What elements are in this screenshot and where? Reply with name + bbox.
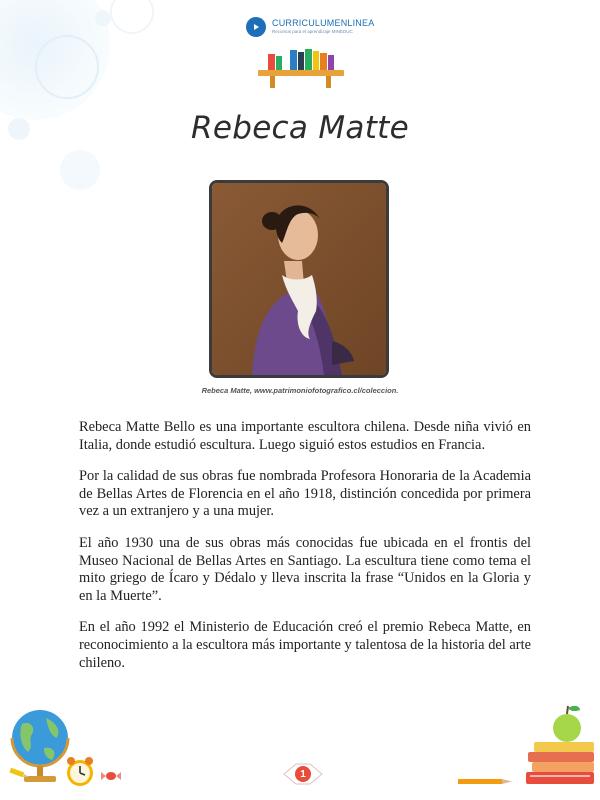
play-circle-icon [246, 17, 266, 37]
candy-icon [100, 770, 122, 782]
paragraph: Rebeca Matte Bello es una importante escultora chilena. Desde niña vivió en Italia, donde estudió escultura. Luego siguió estos estudios en Francia. [79, 419, 531, 453]
logo-tagline: Recursos para el aprendizaje MINEDUC [272, 29, 353, 35]
page-number-badge [282, 762, 324, 786]
page-title: Rebeca Matte [191, 110, 409, 146]
curriculum-logo [246, 14, 375, 40]
page-number: 1 [295, 766, 311, 782]
logo-name: CURRICULUMENLINEA [272, 18, 375, 29]
photo-caption: Rebeca Matte, www.patrimoniofotografico.cl/coleccion. [201, 386, 399, 395]
paragraph: Por la calidad de sus obras fue nombrada Profesora Honoraria de la Academia de Bellas Artes de Florencia en el año 1918, distinción concedida por primera vez a un extranjero y a una mujer. [79, 468, 531, 520]
article-body [79, 419, 531, 686]
pencil-icon [8, 766, 30, 778]
portrait-photo [209, 180, 389, 378]
paragraph: El año 1930 una de sus obras más conocidas fue ubicada en el frontis del Museo Nacional de Bellas Artes en Santiago. La escultura tiene como tema el mito griego de Ícaro y Dédalo y lleva inscrita la frase “Unidos en la Gloria y en la Muerte”. [79, 534, 531, 604]
book-stack-icon [520, 700, 598, 788]
paragraph: En el año 1992 el Ministerio de Educación creó el premio Rebeca Matte, en reconocimiento a la escultora más importante y talentosa de la historia del arte chileno. [79, 619, 531, 671]
pencil-icon [458, 776, 518, 786]
alarm-clock-icon [64, 756, 96, 788]
bookshelf-icon [256, 46, 346, 92]
